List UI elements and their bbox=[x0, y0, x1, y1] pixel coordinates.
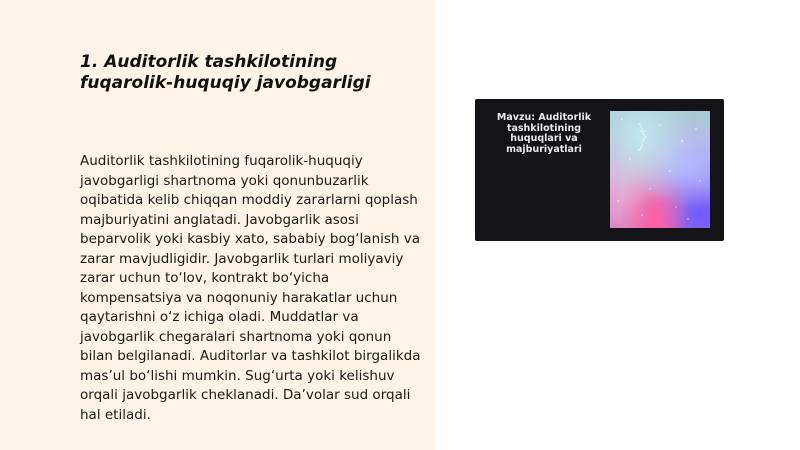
thumbnail-caption: Mavzu: Auditorlik tashkilotining huquqlari va majburiyatlari bbox=[496, 112, 592, 155]
slide-title: 1. Auditorlik tashkilotining fuqarolik-huquqiy javobgarligi bbox=[80, 52, 371, 93]
abstract-artwork bbox=[610, 111, 710, 228]
thumbnail-image bbox=[475, 99, 724, 241]
sparkle-overlay bbox=[610, 111, 710, 228]
slide-body-text: Auditorlik tashkilotining fuqarolik-huquqiy javobgarligi shartnoma yoki qonunbuzarlik oqibatida kelib chiqqan moddiy zararlarni qoplash majburiyatini anglatadi. Javobgarlik asosi beparvolik yoki kasbiy xato, sababiy bog‘lanish va zarar mavjudligidir. Javobgarlik turlari moliyaviy zarar uchun to‘lov, kontrakt bo‘yicha kompensatsiya va noqonuniy harakatlar uchun qaytarishni o‘z ichiga oladi. Muddatlar va javobgarlik chegaralari shartnoma yoki qonun bilan belgilanadi. Auditorlar va tashkilot birgalikda mas’ul bo‘lishi mumkin. Sug‘urta yoki kelishuv orqali javobgarlik cheklanadi. Da’volar sud orqali hal etiladi. bbox=[80, 153, 421, 423]
